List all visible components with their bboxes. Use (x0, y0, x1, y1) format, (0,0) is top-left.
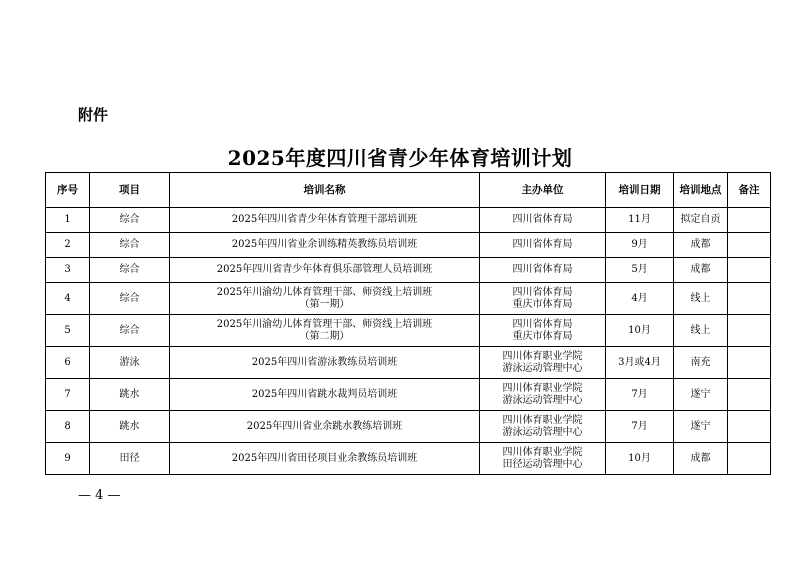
cell-organizer: 四川省体育局 (480, 258, 606, 283)
table-row (46, 233, 771, 258)
cell-project: 综合 (90, 233, 170, 258)
table-row (46, 379, 771, 411)
cell-organizer: 四川省体育局 (480, 233, 606, 258)
header-index: 序号 (46, 173, 90, 208)
cell-index: 7 (46, 379, 90, 411)
cell-note (728, 283, 771, 315)
table-row (46, 347, 771, 379)
cell-location: 线上 (674, 283, 728, 315)
cell-training-name: 2025年四川省青少年体育俱乐部管理人员培训班 (170, 258, 480, 283)
cell-project: 综合 (90, 315, 170, 347)
cell-index: 2 (46, 233, 90, 258)
cell-date: 10月 (606, 315, 674, 347)
cell-project: 田径 (90, 443, 170, 475)
cell-index: 8 (46, 411, 90, 443)
page-number: — 4 — (78, 488, 121, 503)
cell-location: 成都 (674, 258, 728, 283)
header-training-name: 培训名称 (170, 173, 480, 208)
cell-training-name: 2025年四川省业余训练精英教练员培训班 (170, 233, 480, 258)
training-plan-table (45, 172, 771, 475)
table-row (46, 258, 771, 283)
cell-training-name: 2025年四川省跳水裁判员培训班 (170, 379, 480, 411)
cell-date: 4月 (606, 283, 674, 315)
cell-training-name: 2025年川渝幼儿体育管理干部、师资线上培训班 （第一期） (170, 283, 480, 315)
header-date: 培训日期 (606, 173, 674, 208)
cell-organizer: 四川体育职业学院 游泳运动管理中心 (480, 347, 606, 379)
cell-date: 7月 (606, 379, 674, 411)
table-row (46, 208, 771, 233)
cell-organizer: 四川省体育局 重庆市体育局 (480, 283, 606, 315)
cell-project: 综合 (90, 283, 170, 315)
table-row (46, 411, 771, 443)
cell-organizer: 四川省体育局 (480, 208, 606, 233)
header-location: 培训地点 (674, 173, 728, 208)
cell-organizer: 四川省体育局 重庆市体育局 (480, 315, 606, 347)
cell-location: 线上 (674, 315, 728, 347)
cell-note (728, 233, 771, 258)
cell-training-name: 2025年四川省业余跳水教练培训班 (170, 411, 480, 443)
cell-index: 5 (46, 315, 90, 347)
cell-project: 跳水 (90, 411, 170, 443)
cell-index: 3 (46, 258, 90, 283)
cell-location: 成都 (674, 443, 728, 475)
cell-project: 游泳 (90, 347, 170, 379)
cell-location: 拟定自贡 (674, 208, 728, 233)
table-header-row (46, 173, 771, 208)
cell-date: 5月 (606, 258, 674, 283)
cell-date: 11月 (606, 208, 674, 233)
cell-date: 7月 (606, 411, 674, 443)
table-row (46, 443, 771, 475)
cell-location: 遂宁 (674, 411, 728, 443)
cell-project: 跳水 (90, 379, 170, 411)
cell-project: 综合 (90, 258, 170, 283)
cell-index: 1 (46, 208, 90, 233)
cell-location: 成都 (674, 233, 728, 258)
cell-note (728, 258, 771, 283)
cell-note (728, 379, 771, 411)
cell-training-name: 2025年四川省田径项目业余教练员培训班 (170, 443, 480, 475)
cell-note (728, 443, 771, 475)
header-organizer: 主办单位 (480, 173, 606, 208)
cell-organizer: 四川体育职业学院 田径运动管理中心 (480, 443, 606, 475)
cell-location: 遂宁 (674, 379, 728, 411)
cell-project: 综合 (90, 208, 170, 233)
header-note: 备注 (728, 173, 771, 208)
cell-note (728, 347, 771, 379)
cell-date: 9月 (606, 233, 674, 258)
cell-note (728, 411, 771, 443)
table-row (46, 315, 771, 347)
table-row (46, 283, 771, 315)
cell-note (728, 315, 771, 347)
cell-training-name: 2025年四川省游泳教练员培训班 (170, 347, 480, 379)
cell-location: 南充 (674, 347, 728, 379)
cell-date: 10月 (606, 443, 674, 475)
document-title: 2025年度四川省青少年体育培训计划 (227, 146, 573, 170)
cell-index: 9 (46, 443, 90, 475)
cell-organizer: 四川体育职业学院 游泳运动管理中心 (480, 379, 606, 411)
cell-training-name: 2025年川渝幼儿体育管理干部、师资线上培训班 （第二期） (170, 315, 480, 347)
cell-training-name: 2025年四川省青少年体育管理干部培训班 (170, 208, 480, 233)
cell-note (728, 208, 771, 233)
cell-index: 4 (46, 283, 90, 315)
header-project: 项目 (90, 173, 170, 208)
cell-date: 3月或4月 (606, 347, 674, 379)
cell-index: 6 (46, 347, 90, 379)
cell-organizer: 四川体育职业学院 游泳运动管理中心 (480, 411, 606, 443)
attachment-label: 附件 (78, 106, 109, 124)
